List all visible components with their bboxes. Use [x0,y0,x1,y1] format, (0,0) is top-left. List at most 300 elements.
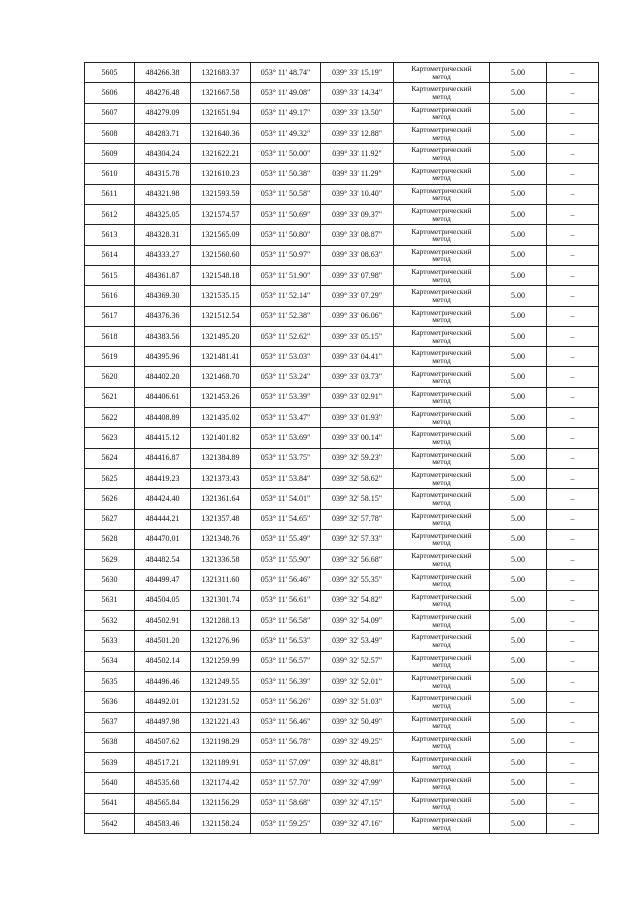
x-coordinate-cell: 484535.68 [135,773,191,793]
longitude-cell: 039° 33' 09.37" [321,205,394,225]
table-row [85,489,599,509]
longitude-cell: 039° 33' 13.50" [321,103,394,123]
longitude-cell: 039° 32' 59.23" [321,448,394,468]
y-coordinate-cell: 1321384.89 [191,448,251,468]
method-cell [394,123,490,143]
latitude-cell: 053° 11' 49.32" [251,123,321,143]
x-coordinate-cell: 484315.78 [135,164,191,184]
y-coordinate-cell: 1321311.60 [191,570,251,590]
accuracy-cell: 5.00 [490,164,547,184]
x-coordinate-cell: 484283.71 [135,123,191,143]
longitude-cell: 039° 33' 10.40" [321,184,394,204]
longitude-cell: 039° 32' 49.25" [321,732,394,752]
method-line-1: Картометрический [411,84,472,94]
description-cell: – [547,408,599,428]
point-number-cell: 5632 [85,611,135,631]
table-row [85,550,599,570]
x-coordinate-cell: 484415.12 [135,428,191,448]
longitude-cell: 039° 32' 54.09" [321,611,394,631]
method-line-2: метод [432,274,451,284]
method-cell [394,611,490,631]
point-number-cell: 5635 [85,671,135,691]
method-cell [394,265,490,285]
method-line-2: метод [432,91,451,101]
method-line-1: Картометрический [411,125,472,135]
y-coordinate-cell: 1321373.43 [191,468,251,488]
method-line-2: метод [432,315,451,325]
latitude-cell: 053° 11' 53.47" [251,408,321,428]
longitude-cell: 039° 32' 50.49" [321,712,394,732]
description-cell: – [547,793,599,813]
point-number-cell: 5624 [85,448,135,468]
description-cell: – [547,265,599,285]
longitude-cell: 039° 32' 58.62" [321,468,394,488]
table-row [85,347,599,367]
point-number-cell: 5618 [85,326,135,346]
longitude-cell: 039° 33' 08.87" [321,225,394,245]
y-coordinate-cell: 1321512.54 [191,306,251,326]
method-cell [394,570,490,590]
accuracy-cell: 5.00 [490,590,547,610]
method-cell [394,773,490,793]
x-coordinate-cell: 484502.14 [135,651,191,671]
y-coordinate-cell: 1321535.15 [191,286,251,306]
y-coordinate-cell: 1321158.24 [191,813,251,833]
method-line-2: метод [432,599,451,609]
method-cell [394,306,490,326]
description-cell: – [547,83,599,103]
accuracy-cell: 5.00 [490,326,547,346]
method-line-2: метод [432,558,451,568]
point-number-cell: 5620 [85,367,135,387]
method-line-1: Картометрический [411,551,472,561]
method-cell [394,103,490,123]
y-coordinate-cell: 1321667.58 [191,83,251,103]
point-number-cell: 5636 [85,692,135,712]
table-row [85,651,599,671]
method-cell [394,651,490,671]
accuracy-cell: 5.00 [490,225,547,245]
point-number-cell: 5641 [85,793,135,813]
y-coordinate-cell: 1321288.13 [191,611,251,631]
coordinates-table-page [84,62,598,834]
method-line-1: Картометрический [411,754,472,764]
method-line-2: метод [432,294,451,304]
method-line-1: Картометрический [411,185,472,195]
y-coordinate-cell: 1321357.48 [191,509,251,529]
method-line-1: Картометрический [411,530,472,540]
table-row [85,732,599,752]
y-coordinate-cell: 1321156.29 [191,793,251,813]
point-number-cell: 5627 [85,509,135,529]
table-row [85,692,599,712]
method-line-2: метод [432,619,451,629]
y-coordinate-cell: 1321495.20 [191,326,251,346]
description-cell: – [547,712,599,732]
accuracy-cell: 5.00 [490,793,547,813]
point-number-cell: 5640 [85,773,135,793]
longitude-cell: 039° 32' 57.33" [321,529,394,549]
description-cell: – [547,692,599,712]
table-row [85,286,599,306]
table-row [85,367,599,387]
x-coordinate-cell: 484369.30 [135,286,191,306]
accuracy-cell: 5.00 [490,529,547,549]
y-coordinate-cell: 1321453.26 [191,387,251,407]
longitude-cell: 039° 32' 57.78" [321,509,394,529]
accuracy-cell: 5.00 [490,184,547,204]
method-line-2: метод [432,639,451,649]
method-cell [394,692,490,712]
method-cell [394,428,490,448]
latitude-cell: 053° 11' 56.78" [251,732,321,752]
longitude-cell: 039° 33' 06.06" [321,306,394,326]
method-line-2: метод [432,721,451,731]
x-coordinate-cell: 484517.21 [135,753,191,773]
method-line-1: Картометрический [411,409,472,419]
y-coordinate-cell: 1321481.41 [191,347,251,367]
method-line-1: Картометрический [411,287,472,297]
longitude-cell: 039° 32' 52.01" [321,671,394,691]
method-line-1: Картометрический [411,571,472,581]
x-coordinate-cell: 484383.56 [135,326,191,346]
y-coordinate-cell: 1321249.55 [191,671,251,691]
point-number-cell: 5638 [85,732,135,752]
method-line-1: Картометрический [411,328,472,337]
table-row [85,753,599,773]
accuracy-cell: 5.00 [490,83,547,103]
point-number-cell: 5625 [85,468,135,488]
method-cell [394,184,490,204]
table-row [85,144,599,164]
latitude-cell: 053° 11' 56.58" [251,611,321,631]
description-cell: – [547,123,599,143]
latitude-cell: 053° 11' 57.70" [251,773,321,793]
method-cell [394,63,490,83]
accuracy-cell: 5.00 [490,286,547,306]
description-cell: – [547,286,599,306]
accuracy-cell: 5.00 [490,63,547,83]
x-coordinate-cell: 484424.40 [135,489,191,509]
method-line-1: Картометрический [411,145,472,155]
accuracy-cell: 5.00 [490,813,547,833]
method-line-2: метод [432,335,451,345]
accuracy-cell: 5.00 [490,651,547,671]
table-row [85,570,599,590]
point-number-cell: 5626 [85,489,135,509]
accuracy-cell: 5.00 [490,509,547,529]
method-line-2: метод [432,152,451,162]
method-line-1: Картометрический [411,815,472,825]
description-cell: – [547,732,599,752]
accuracy-cell: 5.00 [490,123,547,143]
y-coordinate-cell: 1321560.60 [191,245,251,265]
x-coordinate-cell: 484501.20 [135,631,191,651]
y-coordinate-cell: 1321361.64 [191,489,251,509]
method-line-1: Картометрический [411,368,472,378]
latitude-cell: 053° 11' 58.68" [251,793,321,813]
y-coordinate-cell: 1321548.18 [191,265,251,285]
accuracy-cell: 5.00 [490,732,547,752]
latitude-cell: 053° 11' 53.24" [251,367,321,387]
latitude-cell: 053° 11' 56.26" [251,692,321,712]
accuracy-cell: 5.00 [490,265,547,285]
table-row [85,773,599,793]
point-number-cell: 5619 [85,347,135,367]
description-cell: – [547,428,599,448]
latitude-cell: 053° 11' 55.49" [251,529,321,549]
method-line-2: метод [432,518,451,528]
method-line-1: Картометрический [411,429,472,439]
longitude-cell: 039° 32' 55.35" [321,570,394,590]
x-coordinate-cell: 484395.96 [135,347,191,367]
longitude-cell: 039° 33' 11.29" [321,164,394,184]
longitude-cell: 039° 32' 47.15" [321,793,394,813]
x-coordinate-cell: 484496.46 [135,671,191,691]
longitude-cell: 039° 33' 02.91" [321,387,394,407]
method-cell [394,813,490,833]
table-row [85,428,599,448]
accuracy-cell: 5.00 [490,773,547,793]
method-line-1: Картометрический [411,470,472,480]
method-line-2: метод [432,477,451,487]
table-row [85,529,599,549]
method-cell [394,732,490,752]
description-cell: – [547,387,599,407]
description-cell: – [547,225,599,245]
description-cell: – [547,63,599,83]
latitude-cell: 053° 11' 56.61" [251,590,321,610]
x-coordinate-cell: 484583.46 [135,813,191,833]
method-line-1: Картометрический [411,206,472,216]
method-cell [394,468,490,488]
x-coordinate-cell: 484499.47 [135,570,191,590]
latitude-cell: 053° 11' 52.38" [251,306,321,326]
table-row [85,245,599,265]
method-line-2: метод [432,741,451,751]
accuracy-cell: 5.00 [490,347,547,367]
method-line-2: метод [432,132,451,142]
x-coordinate-cell: 484333.27 [135,245,191,265]
coordinates-table [84,62,599,834]
latitude-cell: 053° 11' 56.46" [251,712,321,732]
longitude-cell: 039° 33' 12.88" [321,123,394,143]
table-row [85,793,599,813]
method-cell [394,489,490,509]
x-coordinate-cell: 484402.20 [135,367,191,387]
method-line-1: Картометрический [411,673,472,683]
point-number-cell: 5622 [85,408,135,428]
accuracy-cell: 5.00 [490,387,547,407]
description-cell: – [547,489,599,509]
longitude-cell: 039° 33' 05.15" [321,326,394,346]
y-coordinate-cell: 1321610.23 [191,164,251,184]
description-cell: – [547,184,599,204]
method-cell [394,408,490,428]
latitude-cell: 053° 11' 49.08" [251,83,321,103]
method-line-1: Картометрический [411,794,472,804]
accuracy-cell: 5.00 [490,144,547,164]
x-coordinate-cell: 484565.84 [135,793,191,813]
description-cell: – [547,103,599,123]
accuracy-cell: 5.00 [490,671,547,691]
y-coordinate-cell: 1321435.02 [191,408,251,428]
x-coordinate-cell: 484406.61 [135,387,191,407]
accuracy-cell: 5.00 [490,367,547,387]
latitude-cell: 053° 11' 53.84" [251,468,321,488]
table-row [85,631,599,651]
latitude-cell: 053° 11' 52.62" [251,326,321,346]
y-coordinate-cell: 1321301.74 [191,590,251,610]
latitude-cell: 053° 11' 48.74" [251,63,321,83]
method-cell [394,793,490,813]
point-number-cell: 5642 [85,813,135,833]
table-row [85,326,599,346]
accuracy-cell: 5.00 [490,408,547,428]
description-cell: – [547,468,599,488]
point-number-cell: 5614 [85,245,135,265]
method-line-2: метод [432,112,451,122]
latitude-cell: 053° 11' 50.58" [251,184,321,204]
method-line-2: метод [432,660,451,670]
description-cell: – [547,570,599,590]
description-cell: – [547,205,599,225]
y-coordinate-cell: 1321221.43 [191,712,251,732]
table-row [85,712,599,732]
method-line-2: метод [432,700,451,710]
x-coordinate-cell: 484482.54 [135,550,191,570]
description-cell: – [547,347,599,367]
point-number-cell: 5607 [85,103,135,123]
point-number-cell: 5611 [85,184,135,204]
accuracy-cell: 5.00 [490,631,547,651]
latitude-cell: 053° 11' 56.57" [251,651,321,671]
table-row [85,813,599,833]
method-line-1: Картометрический [411,226,472,236]
method-line-2: метод [432,376,451,386]
longitude-cell: 039° 32' 56.68" [321,550,394,570]
latitude-cell: 053° 11' 51.90" [251,265,321,285]
point-number-cell: 5612 [85,205,135,225]
method-line-2: метод [432,497,451,507]
x-coordinate-cell: 484279.09 [135,103,191,123]
method-cell [394,387,490,407]
point-number-cell: 5631 [85,590,135,610]
x-coordinate-cell: 484497.98 [135,712,191,732]
point-number-cell: 5605 [85,63,135,83]
accuracy-cell: 5.00 [490,570,547,590]
description-cell: – [547,753,599,773]
description-cell: – [547,631,599,651]
method-cell [394,144,490,164]
table-row [85,225,599,245]
method-cell [394,631,490,651]
latitude-cell: 053° 11' 49.17" [251,103,321,123]
method-line-1: Картометрический [411,591,472,601]
latitude-cell: 053° 11' 50.80" [251,225,321,245]
method-cell [394,286,490,306]
longitude-cell: 039° 33' 14.34" [321,83,394,103]
method-line-1: Картометрический [411,632,472,642]
description-cell: – [547,813,599,833]
method-line-2: метод [432,436,451,446]
table-row [85,408,599,428]
method-line-1: Картометрический [411,267,472,277]
accuracy-cell: 5.00 [490,468,547,488]
method-cell [394,550,490,570]
longitude-cell: 039° 32' 47.99" [321,773,394,793]
table-row [85,611,599,631]
y-coordinate-cell: 1321259.99 [191,651,251,671]
table-row [85,306,599,326]
method-line-2: метод [432,579,451,589]
method-line-1: Картометрический [411,713,472,723]
table-row [85,123,599,143]
method-cell [394,712,490,732]
x-coordinate-cell: 484502.91 [135,611,191,631]
description-cell: – [547,326,599,346]
description-cell: – [547,773,599,793]
method-line-2: метод [432,71,451,81]
method-line-2: метод [432,355,451,365]
point-number-cell: 5634 [85,651,135,671]
method-line-1: Картометрический [411,774,472,784]
accuracy-cell: 5.00 [490,448,547,468]
point-number-cell: 5639 [85,753,135,773]
method-line-1: Картометрический [411,449,472,459]
y-coordinate-cell: 1321565.09 [191,225,251,245]
longitude-cell: 039° 32' 52.57" [321,651,394,671]
table-row [85,63,599,83]
longitude-cell: 039° 32' 58.15" [321,489,394,509]
longitude-cell: 039° 33' 07.98" [321,265,394,285]
point-number-cell: 5629 [85,550,135,570]
latitude-cell: 053° 11' 50.69" [251,205,321,225]
table-row [85,164,599,184]
accuracy-cell: 5.00 [490,489,547,509]
table-row [85,83,599,103]
table-row [85,590,599,610]
method-line-2: метод [432,254,451,264]
method-line-1: Картометрический [411,612,472,622]
longitude-cell: 039° 33' 01.93" [321,408,394,428]
y-coordinate-cell: 1321276.96 [191,631,251,651]
x-coordinate-cell: 484416.87 [135,448,191,468]
method-cell [394,753,490,773]
longitude-cell: 039° 33' 11.92" [321,144,394,164]
point-number-cell: 5610 [85,164,135,184]
accuracy-cell: 5.00 [490,692,547,712]
method-line-1: Картометрический [411,165,472,175]
point-number-cell: 5616 [85,286,135,306]
latitude-cell: 053° 11' 53.39" [251,387,321,407]
method-cell [394,225,490,245]
method-line-2: метод [432,416,451,426]
method-line-2: метод [432,213,451,223]
method-line-1: Картометрический [411,510,472,520]
y-coordinate-cell: 1321574.57 [191,205,251,225]
x-coordinate-cell: 484266.38 [135,63,191,83]
method-line-2: метод [432,193,451,203]
method-cell [394,347,490,367]
y-coordinate-cell: 1321198.29 [191,732,251,752]
longitude-cell: 039° 32' 53.49" [321,631,394,651]
method-cell [394,326,490,346]
method-line-2: метод [432,802,451,812]
y-coordinate-cell: 1321622.21 [191,144,251,164]
method-line-1: Картометрический [411,348,472,358]
description-cell: – [547,144,599,164]
